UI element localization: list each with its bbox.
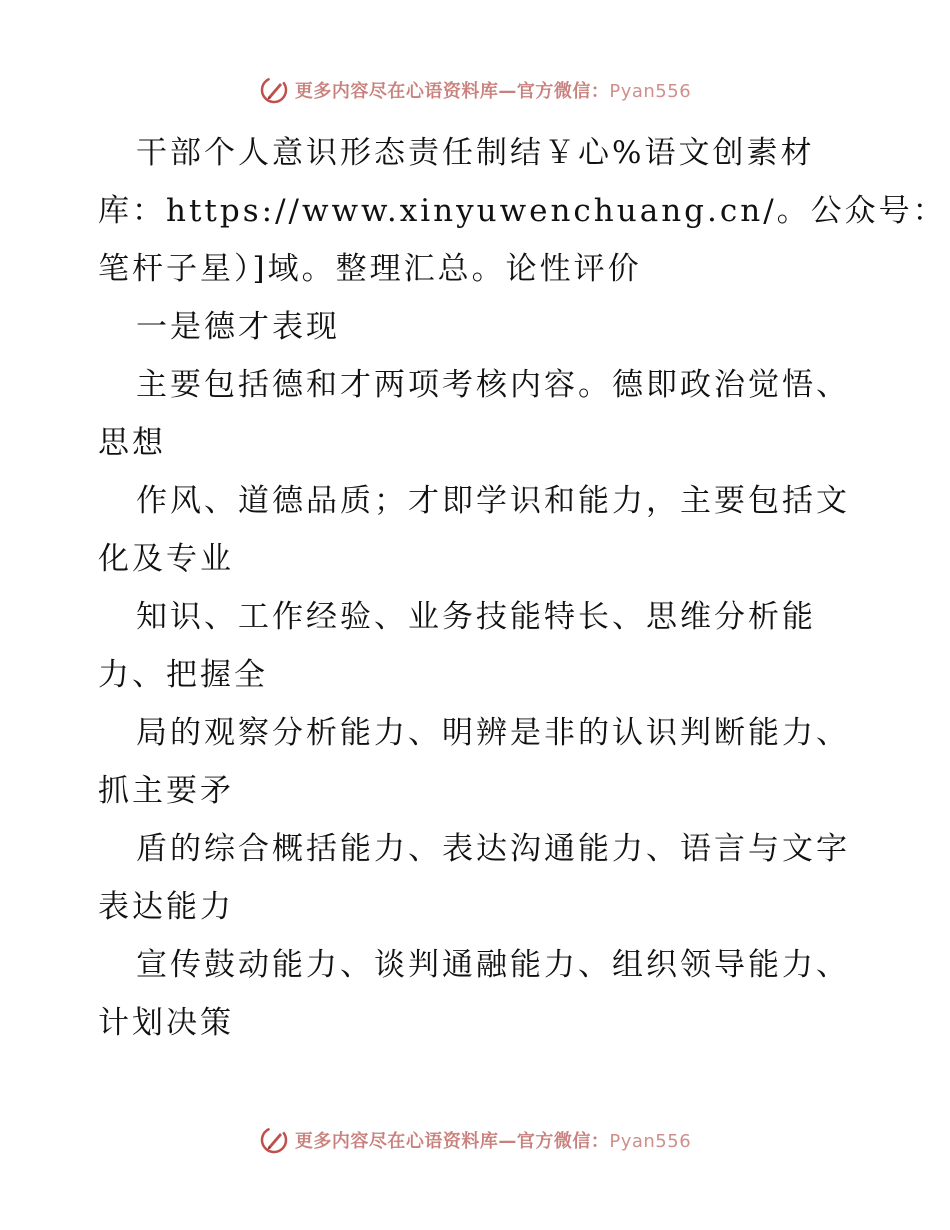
text-line: 库：https://www.xinyuwenchuang.cn/。公众号： [98,193,947,229]
text-line: 干部个人意识形态责任制结￥心%语文创素材 [136,135,815,171]
text-line: 宣传鼓动能力、谈判通融能力、组织领导能力、 [136,947,850,983]
quill-logo-icon [259,1125,289,1155]
watermark-text: 更多内容尽在心语资料库—官方微信：Pyan556 [294,1131,692,1152]
quill-logo-icon [259,75,289,105]
text-line: 笔杆子星）]域。整理汇总。论性评价 [98,251,642,287]
text-line: 作风、道德品质；才即学识和能力，主要包括文 [136,483,850,519]
text-line: 力、把握全 [98,657,268,693]
text-line: 知识、工作经验、业务技能特长、思维分析能 [136,599,816,635]
text-line: 局的观察分析能力、明辨是非的认识判断能力、 [136,715,850,751]
text-line: 一是德才表现 [136,309,340,345]
text-line: 思想 [98,425,166,461]
text-line: 主要包括德和才两项考核内容。德即政治觉悟、 [136,367,850,403]
footer-watermark [0,1122,950,1158]
text-line: 计划决策 [98,1005,234,1041]
watermark-text: 更多内容尽在心语资料库—官方微信：Pyan556 [294,81,692,102]
text-line: 盾的综合概括能力、表达沟通能力、语言与文字 [136,831,850,867]
text-line: 化及专业 [98,541,234,577]
header-watermark [0,72,950,108]
text-line: 抓主要矛 [98,773,234,809]
text-line: 表达能力 [98,889,234,925]
document-body [98,124,947,1052]
